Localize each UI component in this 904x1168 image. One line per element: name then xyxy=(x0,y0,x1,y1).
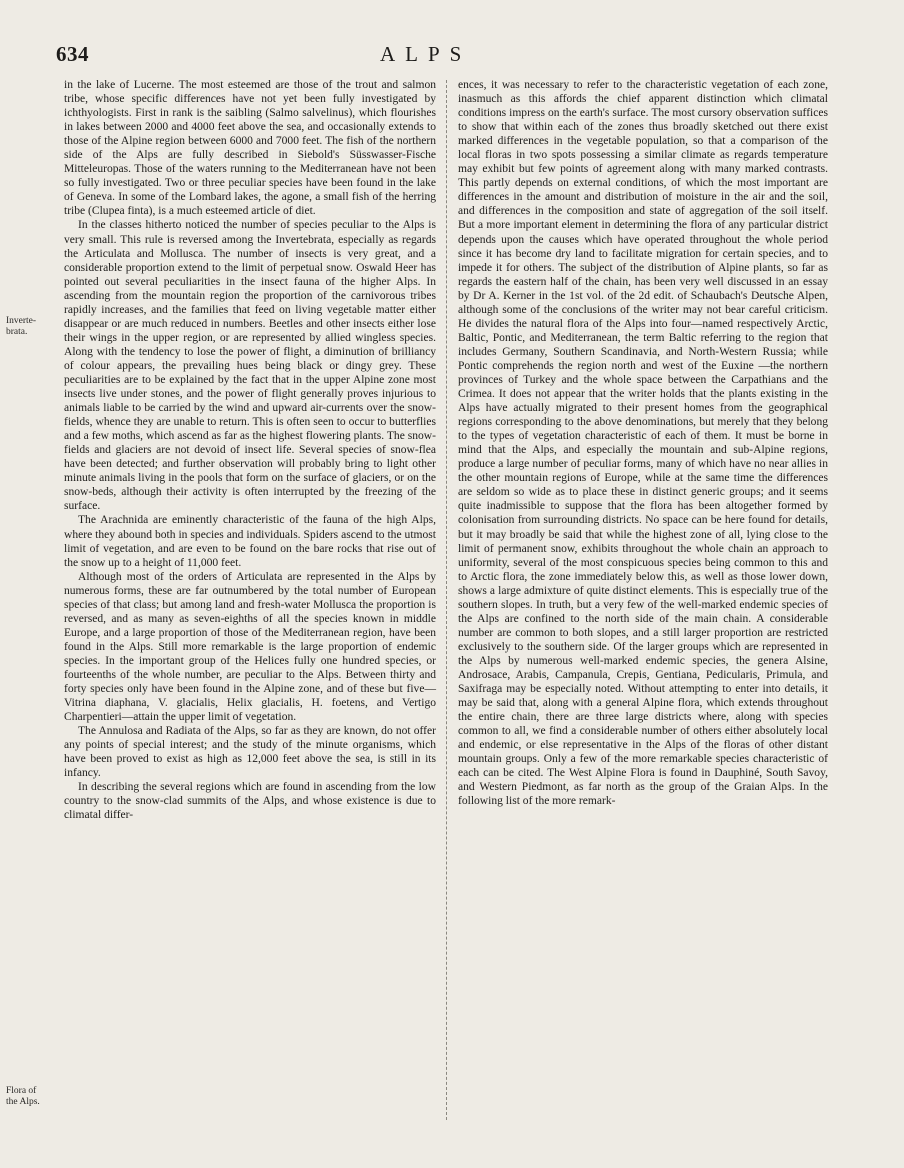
left-column xyxy=(64,78,436,822)
paragraph: In describing the several regions which are found in ascending from the low country to the snow-clad summits of the Alps, and whose existence is due to climatal differ- xyxy=(64,781,436,822)
sidenote-invertebrata: Inverte- brata. xyxy=(6,316,37,337)
page-header xyxy=(0,42,904,70)
running-title: ALPS xyxy=(380,42,472,66)
right-column xyxy=(458,78,828,808)
paragraph: Although most of the orders of Articulata are represented in the Alps by numerous forms, these are far outnumbered by the total number of European species of that class; but among land and fresh-water Mollusca the proportion is reversed, and as many as seven-eighths of all the species known in middle Europe, and a large proportion of those of the Mediterranean region, have been found in the Alps. Still more remarkable is the large proportion of endemic species. In the important group of the Helices fully one hundred species, or fourteenths of the whole number, are peculiar to the Alps. Between thirty and forty species only have been found in the Alpine zone, and of these but five—Vitrina diaphana, V. glacialis, Helix glacialis, H. foetens, and Vertigo Charpentieri—attain the upper limit of vegetation. xyxy=(64,570,436,724)
paragraph: in the lake of Lucerne. The most esteemed are those of the trout and salmon tribe, whose specific differences have not yet been fully investigated by ichthyologists. First in rank is the saibling (Salmo salvelinus), which flourishes in lakes between 2000 and 4000 feet above the sea, and occasionally extends to those of the Alpine region between 6000 and 7000 feet. The fish of the northern side of the Alps are fully described in Siebold's Süsswasser-Fische Mitteleuropas. Those of the waters running to the Mediterranean have not been so fully investigated. Two or three peculiar species have been found in the lake of Geneva. In some of the Lombard lakes, the agone, a small fish of the herring tribe (Clupea finta), is a much esteemed article of diet. xyxy=(64,79,436,218)
paragraph: In the classes hitherto noticed the number of species peculiar to the Alps is very small. This rule is reversed among the Invertebrata, especially as regards the Articulata and Mollusca. The number of insects is very great, and a considerable proportion extend to the limit of perpetual snow. Oswald Heer has pointed out several peculiarities in the insect fauna of the higher Alps. In ascending from the mountain region the proportion of the carnivorous tribes rapidly increases, and the families that feed on living vegetable matter either disappear or are much reduced in numbers. Beetles and other insects either lose their wings in the upper region, or are represented by allied wingless species. Along with the tendency to lose the power of flight, a diminution of brilliancy of colour appears, the prevailing hues being black or dingy grey. These peculiarities are to be explained by the fact that in the upper Alpine zone most insects live under stones, and the power of flight generally proves injurious to animals liable to be carried by the wind and upward air-currents over the snow-fields, whence they are unable to return. This is often seen to occur to butterflies and a few moths, which ascend as far as the highest flowering plants. The snow-fields and glaciers are not devoid of insect life. Several species of snow-flea have been detected; and further observation will probably bring to light other minute animals living in the pools that form on the surface of glaciers, or on the snow-beds, although their activity is often interrupted by the freezing of the surface. xyxy=(64,219,436,513)
paragraph: ences, it was necessary to refer to the characteristic vegetation of each zone, inasmuch as this affords the chief apparent distinction which climatal conditions impress on the earth's surface. The most cursory observation suffices to show that within each of the zones thus broadly sketched out there exist marked differences in the vegetable population, so that a comparison of the local floras in two spots possessing a similar climate as regards temperature may exhibit but few points of agreement along with many marked contrasts. This partly depends on external conditions, of which the most important are differences in the amount and distribution of moisture in the air and the soil, and differences in the composition and state of aggregation of the soil itself. But a more important element in determining the flora of any particular district depends upon the causes which have operated throughout the whole period since it has become dry land to facilitate migration for certain species, and to impede it for others. The subject of the distribution of Alpine plants, so far as regards the eastern half of the chain, has been very well discussed in an essay by Dr A. Kerner in the 1st vol. of the 2d edit. of Schaubach's Deutsche Alpen, although some of the conclusions of the writer may not bear careful criticism. He divides the natural flora of the Alps into four—named respectively Arctic, Baltic, Pontic, and Mediterranean, the term Baltic referring to the region that includes Germany, Southern Scandinavia, and North-Western Russia; while Pontic comprehends the region north and west of the Euxine —the northern provinces of Turkey and the whole space between the Carpathians and the Crimea. It does not appear that the writer holds that the plants existing in the Alps have actually migrated to their present homes from the geographical regions corresponding to the above denominations, but merely that they belong to the types of vegetation characteristic of each of them. It must be borne in mind that the Alps, and especially the mountain and sub-Alpine regions, produce a large number of peculiar forms, many of which have no near allies in the other mountain regions of Europe, while at the same time the differences are seldom so wide as to place these in distinct generic groups; and it seems quite inadmissible to suppose that the flora has been altogether formed by colonisation from surrounding districts. No space can be here found for details, but it may broadly be said that while the highest zone of all, lying close to the limit of permanent snow, exhibits throughout the whole chain an approach to uniformity, several of the most conspicuous species being common to this and to Arctic flora, the zone immediately below this, as well as those lower down, shows a large admixture of quite distinct elements. This is especially true of the southern slopes. In truth, but a very few of the well-marked endemic species of the Alps are confined to the north side of the main chain. A considerable number are common to both slopes, and a still larger proportion are restricted exclusively to the southern side. Of the larger groups which are represented in the Alps by numerous well-marked endemic species, the genera Alsine, Androsace, Arabis, Campanula, Crepis, Gentiana, Pedicularis, Primula, and Saxifraga may be especially noted. Without attempting to enter into details, it may be said that, along with a general Alpine flora, which extends throughout the entire chain, there are three large districts where, along with species common to all, we find a considerable number of others either absolutely local and endemic, or else representative in the Alps of the floras of other distant mountain groups. Only a few of the more remarkable species characteristic of each can be cited. The West Alpine Flora is found in Dauphiné, South Savoy, and Western Piedmont, as far north as the group of the Graian Alps. In the following list of the more remark- xyxy=(458,79,828,808)
page-number: 634 xyxy=(56,42,89,66)
sidenote-flora-of-the-alps: Flora of the Alps. xyxy=(6,1086,40,1107)
column-divider xyxy=(446,80,447,1120)
paragraph: The Arachnida are eminently characteristic of the fauna of the high Alps, where they abound both in species and individuals. Spiders ascend to the utmost limit of vegetation, and are even to be found on the bare rocks that rise out of the snow up to a height of 11,000 feet. xyxy=(64,514,436,569)
paragraph: The Annulosa and Radiata of the Alps, so far as they are known, do not offer any points of special interest; and the study of the minute organisms, which have been proved to exist as high as 12,000 feet above the sea, is still in its infancy. xyxy=(64,725,436,780)
